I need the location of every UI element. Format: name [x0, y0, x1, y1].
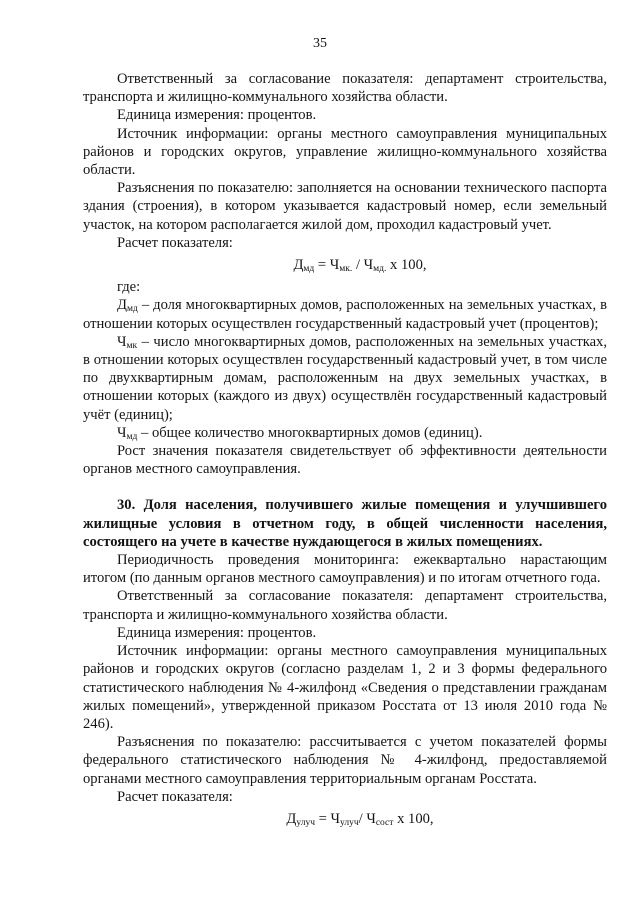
formula-2 [83, 810, 607, 828]
paragraph-calculation-label-2: Расчет показателя: [117, 788, 233, 805]
definition-3-text: – общее количество многоквартирных домов (единиц). [137, 424, 483, 441]
definition-1-symbol: Д [117, 297, 127, 314]
definition-1 [83, 296, 607, 332]
paragraph-where: где: [117, 279, 141, 296]
paragraph-growth: Рост значения показателя свидетельствует об эффективности деятельности органов местного самоуправления. [83, 443, 607, 478]
definition-3-subscript: мд [126, 431, 138, 442]
paragraph-unit: Единица измерения: процентов. [117, 107, 317, 124]
formula-2-tail: х 100, [393, 810, 434, 827]
paragraph-periodicity: Периодичность проведения мониторинга: ежеквартально нарастающим итогом (по данным органов местного самоуправления) и по итогам отчетного года. [83, 552, 607, 587]
definition-2-subscript: мк [126, 340, 138, 351]
formula-2-equals: = [315, 810, 331, 827]
definition-1-text: – доля многоквартирных домов, расположенных на земельных участках, в отношении которых осуществлен государственный кадастровый учет (процентов); [83, 297, 607, 332]
section-gap [83, 478, 607, 496]
formula-2-denominator-sub: сост [375, 817, 394, 828]
definition-1-subscript: мд [126, 304, 138, 315]
formula-2-numerator: Ч [330, 810, 341, 827]
formula-1-lhs: Д [293, 257, 304, 274]
formula-2-numerator-sub: улуч [340, 817, 359, 828]
page-number: 35 [313, 36, 327, 51]
formula-2-lhs: Д [286, 810, 297, 827]
formula-1-numerator-sub: мк. [339, 264, 353, 275]
formula-1-denominator: Ч [363, 257, 374, 274]
definition-2 [83, 333, 607, 424]
definition-3 [83, 424, 607, 442]
formula-2-divide: / [358, 810, 367, 827]
formula-1-denominator-sub: мд. [373, 264, 387, 275]
paragraph-calculation-label: Расчет показателя: [117, 234, 233, 251]
formula-1-numerator: Ч [329, 257, 340, 274]
formula-1-tail: х 100, [386, 257, 427, 274]
formula-2-denominator: Ч [366, 810, 376, 827]
paragraph-unit-2: Единица измерения: процентов. [117, 624, 317, 641]
definition-2-symbol: Ч [117, 333, 127, 350]
formula-1-lhs-sub: мд [303, 264, 315, 275]
paragraph-source-2: Источник информации: органы местного самоуправления муниципальных районов и городских округов (согласно разделам 1, 2 и 3 формы федерального статистического наблюдения № 4-жилфонд «Сведения о представлении гражданам жилых помещений», утвержденной приказом Росстата от 13 июля 2010 года № 246). [83, 643, 607, 732]
definition-2-text: – число многоквартирных домов, расположенных на земельных участках, в отношении которых осуществлен государственный кадастровый учет, в том числе по двухквартирным домам, расположенным на двух земельных участках, в отношении которых (каждого из двух) осуществлён государственный кадастровый учёт (единиц); [83, 333, 607, 423]
formula-2-lhs-sub: улуч [296, 817, 315, 828]
formula-1-divide: / [352, 257, 364, 274]
paragraph-responsible-2: Ответственный за согласование показателя: департамент строительства, транспорта и жилищно-коммунального хозяйства области. [83, 588, 607, 623]
definition-3-symbol: Ч [117, 424, 127, 441]
paragraph-source: Источник информации: органы местного самоуправления муниципальных районов и городских округов, управление жилищно-коммунального хозяйства области. [83, 125, 607, 179]
formula-1-equals: = [314, 257, 330, 274]
document-body [83, 70, 607, 832]
section-heading-30: 30. Доля населения, получившего жилые помещения и улучшившего жилищные условия в отчетном году, в общей численности населения, состоящего на учете в качестве нуждающегося в жилых помещениях. [83, 497, 607, 550]
paragraph-explanation-2: Разъяснения по показателю: рассчитывается с учетом показателей формы федерального статистического наблюдения № 4-жилфонд, предоставляемой органами местного самоуправления территориальным органам Росстата. [83, 734, 607, 787]
paragraph-responsible: Ответственный за согласование показателя: департамент строительства, транспорта и жилищно-коммунального хозяйства области. [83, 71, 607, 106]
formula-1 [83, 256, 607, 274]
paragraph-explanation: Разъяснения по показателю: заполняется на основании технического паспорта здания (строения), в котором указывается кадастровый номер, если земельный участок, на котором располагается жилой дом, проходил кадастровый учет. [83, 180, 607, 233]
